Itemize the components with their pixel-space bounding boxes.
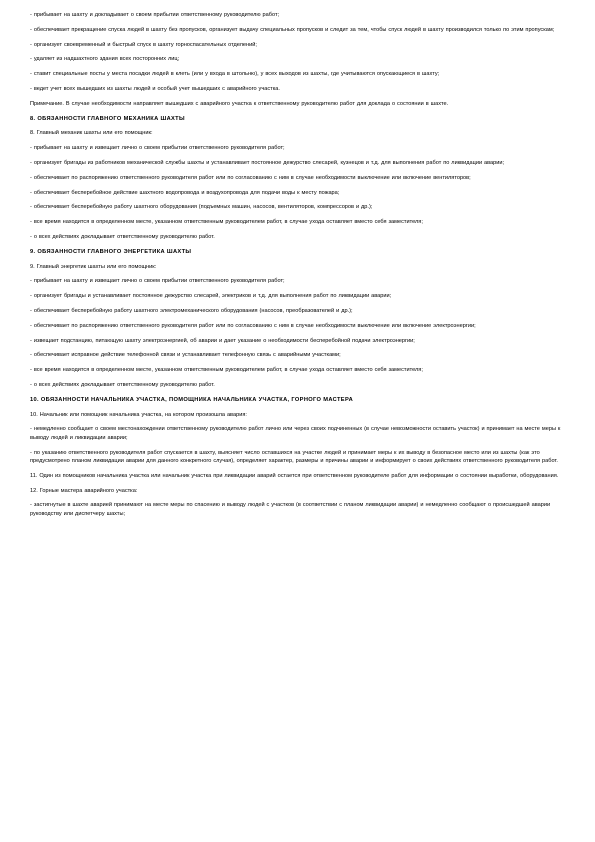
paragraph: - все время находится в определенном месте, указанном ответственным руководителем работ, в случае ухода оставляет вместо себя заместителя; [30, 219, 423, 226]
section-heading: 9. ОБЯЗАННОСТИ ГЛАВНОГО ЭНЕРГЕТИКА ШАХТЫ [30, 248, 192, 255]
paragraph: - обеспечивает исправное действие телефонной связи и устанавливает телефонную связь с аварийными участками; [30, 352, 341, 359]
paragraph: Примечание. В случае необходимости направляет вышедших с аварийного участка к ответственному руководителю работ для доклада о состоянии в шахте. [30, 100, 449, 107]
paragraph: - немедленно сообщает о своем местонахождении ответственному руководителю работ лично или через своих подчиненных (в случае невозможности оставить участок) и принимает на месте меры к выводу людей и ликвидации аварии; [30, 426, 561, 441]
paragraph: 11. Один из помощников начальника участка или начальник участка при ликвидации аварий остается при ответственном руководителе работ для информации о состоянии выработки, оборудования. [30, 472, 559, 479]
section-heading: 10. ОБЯЗАННОСТИ НАЧАЛЬНИКА УЧАСТКА, ПОМОЩНИКА НАЧАЛЬНИКА УЧАСТКА, ГОРНОГО МАСТЕРА [30, 396, 354, 403]
paragraph: - удаляет из надшахтного здания всех посторонних лиц; [30, 56, 180, 63]
paragraph: - о всех действиях докладывает ответственному руководителю работ. [30, 381, 215, 388]
paragraph: 10. Начальник или помощник начальника участка, на котором произошла авария: [30, 411, 247, 418]
paragraph: - организует своевременный и быстрый спуск в шахту горноспасательных отделений; [30, 41, 257, 48]
paragraph: - ставит специальные посты у места посадки людей в клеть (или у входа в штольню), у всех выходов из шахты, где учитываются опускающиеся в шахту; [30, 71, 440, 78]
paragraph: - обеспечивает по распоряжению ответственного руководителя работ или по согласованию с ним в случае необходимости выключение или включение вентиляторов; [30, 174, 471, 181]
paragraph: - прибывает на шахту и докладывает о своем прибытии ответственному руководителю работ; [30, 12, 280, 18]
paragraph: - о всех действиях докладывает ответственному руководителю работ. [30, 233, 215, 240]
paragraph: 8. Главный механик шахты или его помощник: [30, 130, 153, 137]
paragraph: - организует бригады и устанавливает постоянное дежурство слесарей, электриков и т.д. для выполнения работ по ликвидации аварии; [30, 293, 392, 300]
paragraph: - застигнутые в шахте аварией принимают на месте меры по спасению и выводу людей с участков (в соответствии с планом ликвидации аварии) и немедленно сообщают о происшедшей аварии руководству или диспетчеру шахты; [30, 502, 551, 517]
paragraph: - все время находится в определенном месте, указанном ответственным руководителем работ, в случае ухода оставляет вместо себя заместителя; [30, 367, 423, 374]
section-heading: 8. ОБЯЗАННОСТИ ГЛАВНОГО МЕХАНИКА ШАХТЫ [30, 115, 185, 122]
paragraph: - обеспечивает бесперебойную работу шахтного электромеханического оборудования (насосов, преобразователей и др.); [30, 307, 353, 314]
paragraph: - ведет учет всех вышедших из шахты людей и особый учет вышедших с аварийного участка. [30, 85, 280, 92]
paragraph: - обеспечивает бесперебойное действие шахтного водопровода и воздухопровода для подачи воды к месту пожара; [30, 189, 340, 196]
paragraph: - прибывает на шахту и извещает лично о своем прибытии ответственного руководителя работ; [30, 145, 285, 152]
paragraph: - по указанию ответственного руководителя работ спускается в шахту, выясняет число оставшихся на участке людей и принимает меры к их выводу в безопасное место или из шахты (как это предусмотрено планом ликвидации аварии для данного конкретного случая), определяет характер, размеры и причины аварии и информирует о своих действиях ответственного руководителя работ. [30, 449, 558, 464]
paragraph: - извещает подстанцию, питающую шахту электроэнергией, об аварии и дает указание о необходимости бесперебойной подачи электроэнергии; [30, 337, 415, 344]
paragraph: - обеспечивает бесперебойную работу шахтного оборудования (подъемных машин, насосов, вентиляторов, компрессоров и др.); [30, 204, 373, 211]
paragraph: - организует бригады из работников механической службы шахты и устанавливает постоянное дежурство слесарей, кузнецов и т.д. для выполнения работ по ликвидации аварии; [30, 159, 505, 166]
paragraph: - обеспечивает по распоряжению ответственного руководителя работ или по согласованию с ним в случае необходимости выключение или включение электроэнергии; [30, 322, 476, 329]
paragraph: 9. Главный энергетик шахты или его помощник: [30, 263, 157, 270]
paragraph: 12. Горные мастера аварийного участка: [30, 487, 138, 494]
paragraph: - обеспечивает прекращение спуска людей в шахту без пропусков, организует выдачу специальных пропусков и следит за тем, чтобы спуск людей в шахту производился только по этим пропускам; [30, 26, 555, 33]
paragraph: - прибывает на шахту и извещает лично о своем прибытии ответственного руководителя работ; [30, 278, 285, 285]
